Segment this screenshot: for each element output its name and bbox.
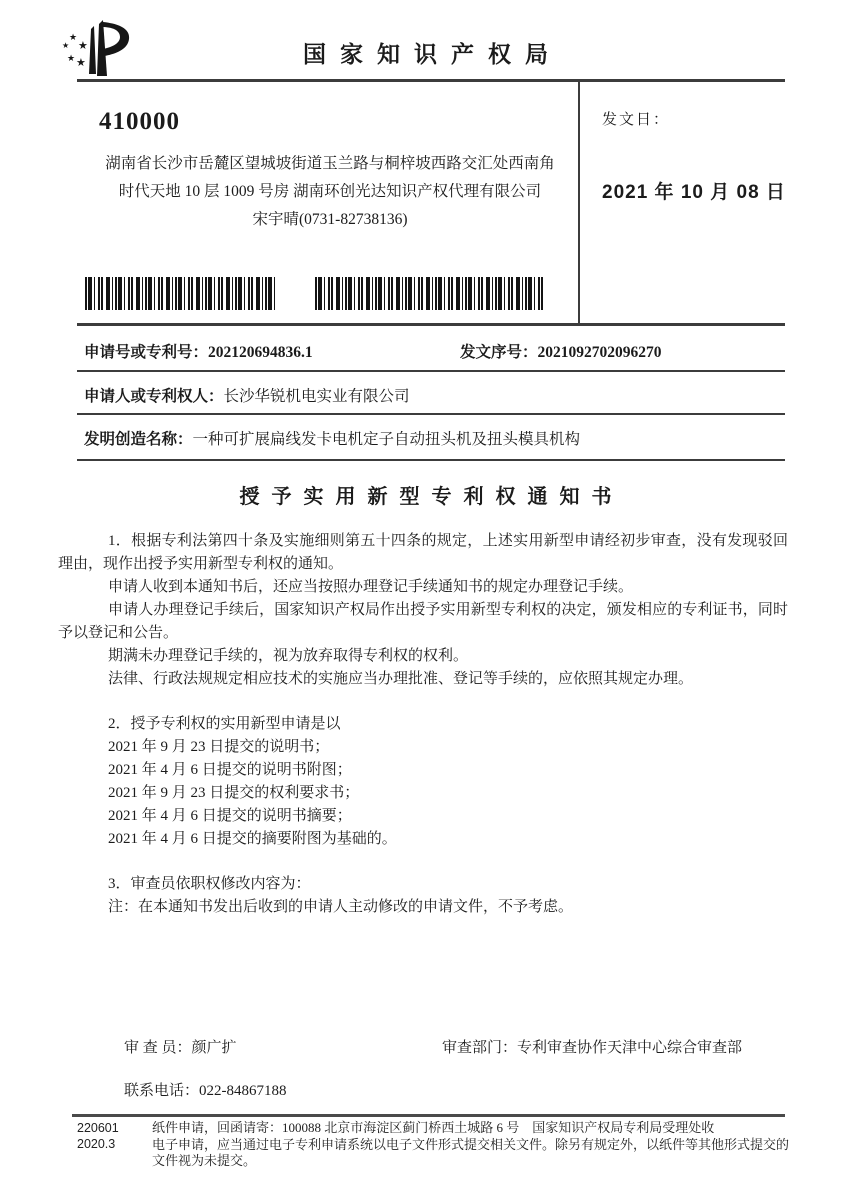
footer-line-2: 电子申请，应当通过电子专利申请系统以电子文件形式提交相关文件。除另有规定外，以纸件等其他形式提交的	[152, 1136, 790, 1152]
notice-paragraph: 2021 年 9 月 23 日提交的说明书；	[108, 739, 330, 755]
footer-rule	[72, 1114, 785, 1117]
serial-number-value: 2021092702096270	[537, 344, 662, 361]
svg-text:★: ★	[78, 39, 88, 52]
dispatch-date-block	[602, 108, 832, 204]
examiner-label: 审 查 员：	[124, 1040, 192, 1056]
notice-body	[58, 530, 788, 919]
notice-paragraph: 2021 年 9 月 23 日提交的权利要求书；	[108, 785, 360, 801]
notice-paragraph: 3．审查员依职权修改内容为：	[108, 876, 311, 892]
notice-paragraph: 法律、行政法规规定相应技术的实施应当办理批准、登记等手续的，应依照其规定办理。	[108, 671, 694, 687]
notice-paragraph: 期满未办理登记手续的，视为放弃取得专利权的权利。	[108, 648, 469, 664]
form-code-block	[77, 1120, 119, 1152]
notice-paragraph: 注：在本通知书发出后收到的申请人主动修改的申请文件，不予考虑。	[108, 899, 574, 915]
applicant-value: 长沙华锐机电实业有限公司	[223, 388, 410, 405]
barcode-right	[315, 277, 544, 310]
applicant-label: 申请人或专利权人：	[84, 388, 224, 405]
svg-text:★: ★	[76, 56, 86, 69]
serial-number-label: 发文序号：	[460, 344, 538, 361]
department-label: 审查部门：	[442, 1040, 518, 1056]
notice-paragraph: 2021 年 4 月 6 日提交的说明书摘要；	[108, 808, 352, 824]
invention-title-value: 一种可扩展扁线发卡电机定子自动扭头机及扭头模具机构	[192, 431, 581, 448]
postal-code: 410000	[99, 108, 180, 135]
examiner-name: 颜广扩	[191, 1040, 237, 1056]
header-rule	[77, 79, 785, 82]
notice-paragraph: 1．根据专利法第四十条及实施细则第五十四条的规定，上述实用新型申请经初步审查，没有发现驳回理由，现作出授予实用新型专利权的通知。	[58, 533, 788, 572]
agency-title: 国家知识产权局	[303, 42, 562, 67]
form-code: 220601	[77, 1121, 119, 1135]
recipient-contact: 宋宇晴(0731-82738136)	[252, 211, 408, 228]
applicant-row	[84, 384, 790, 406]
mailing-address-block	[85, 108, 575, 234]
barcode-bottom-rule	[77, 323, 785, 326]
dispatch-date-value: 2021 年 10 月 08 日	[602, 182, 786, 203]
field-rule-3	[77, 459, 785, 461]
notice-paragraph: 申请人办理登记手续后，国家知识产权局作出授予实用新型专利权的决定，颁发相应的专利证书，同时予以登记和公告。	[58, 602, 788, 641]
notice-paragraph: 申请人收到本通知书后，还应当按照办理登记手续通知书的规定办理登记手续。	[108, 579, 634, 595]
address-line-2: 时代天地 10 层 1009 号房 湖南环创光达知识产权代理有限公司	[118, 183, 542, 200]
svg-text:★: ★	[62, 41, 70, 50]
field-rule-1	[77, 370, 785, 372]
contact-phone-row	[124, 1079, 287, 1100]
footer-line-3: 文件视为未提交。	[152, 1153, 257, 1168]
barcode-left	[85, 277, 277, 310]
notice-paragraph: 2．授予专利权的实用新型申请是以	[108, 716, 341, 732]
department-value: 专利审查协作天津中心综合审查部	[517, 1040, 743, 1056]
phone-value: 022-84867188	[199, 1083, 287, 1099]
notice-title: 授予实用新型专利权通知书	[239, 486, 624, 508]
dispatch-date-label: 发文日：	[602, 112, 671, 128]
phone-label: 联系电话：	[124, 1083, 200, 1099]
form-version: 2020.3	[77, 1137, 116, 1151]
footer-instructions	[152, 1120, 792, 1170]
address-line-1: 湖南省长沙市岳麓区望城坡街道玉兰路与桐梓坡西路交汇处西南角	[105, 155, 555, 172]
address-date-divider	[578, 79, 580, 325]
svg-text:★: ★	[67, 54, 76, 64]
svg-text:★: ★	[69, 33, 78, 43]
application-number-row	[84, 340, 790, 362]
invention-title-row	[84, 427, 790, 449]
footer-line-1: 纸件申请，回函请寄：100088 北京市海淀区蓟门桥西土城路 6 号 国家知识产权局专利局受理处收	[152, 1120, 715, 1135]
notice-paragraph: 2021 年 4 月 6 日提交的说明书附图；	[108, 762, 352, 778]
notice-paragraph: 2021 年 4 月 6 日提交的摘要附图为基础的。	[108, 831, 397, 847]
application-number-label: 申请号或专利号：	[84, 344, 209, 361]
application-number-value: 202120694836.1	[208, 344, 313, 361]
invention-title-label: 发明创造名称：	[84, 431, 193, 448]
field-rule-2	[77, 413, 785, 415]
